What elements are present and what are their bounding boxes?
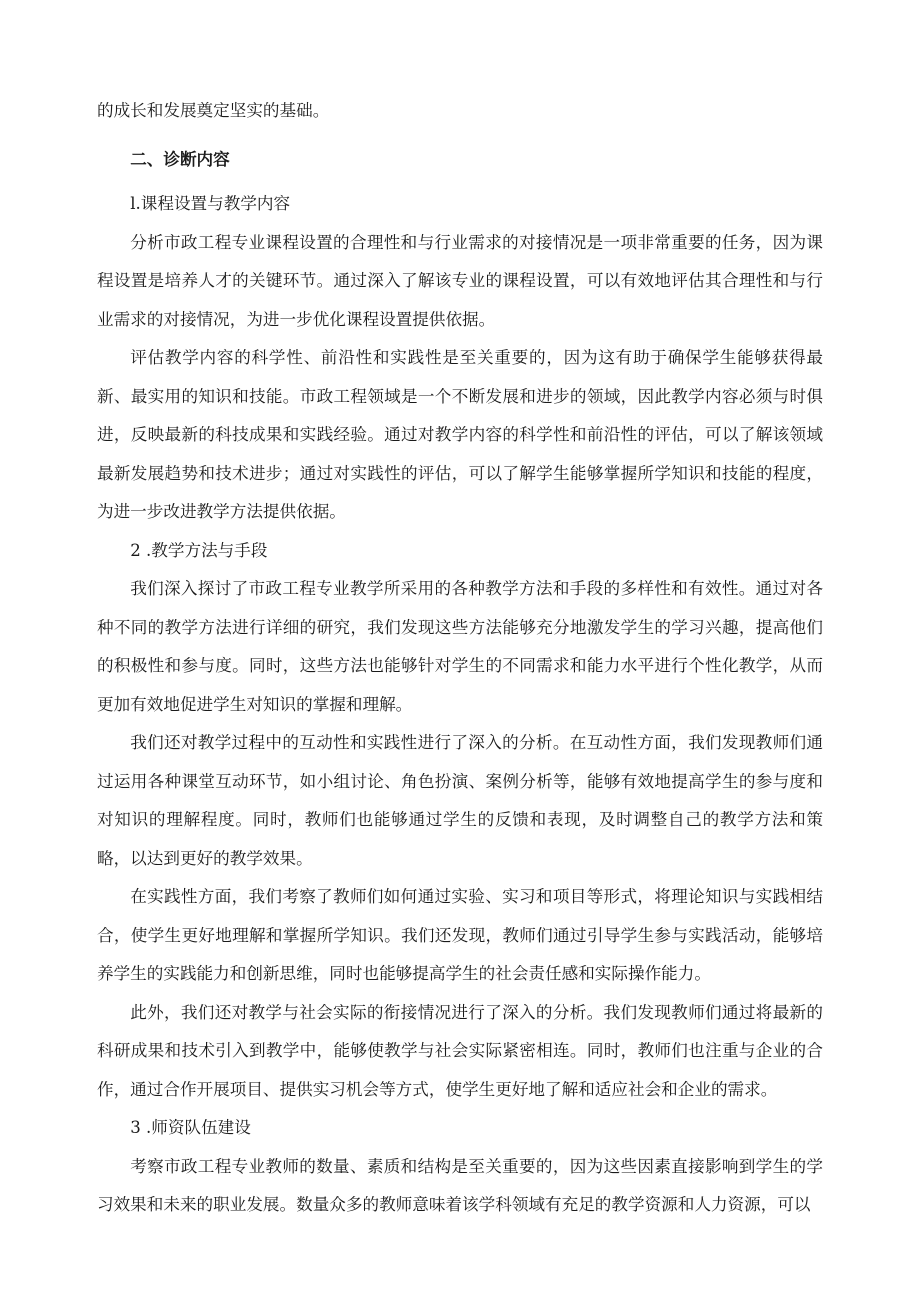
- paragraph: 分析市政工程专业课程设置的合理性和与行业需求的对接情况是一项非常重要的任务，因为课程设置是培养人才的关键环节。通过深入了解该专业的课程设置，可以有效地评估其合理性和与行业需求的对接情况，为进一步优化课程设置提供依据。: [97, 232, 823, 329]
- paragraph: 此外，我们还对教学与社会实际的衔接情况进行了深入的分析。我们发现教师们通过将最新的科研成果和技术引入到教学中，能够使教学与社会实际紧密相连。同时，教师们也注重与企业的合作，通过合作开展项目、提供实习机会等方式，使学生更好地了解和适应社会和企业的需求。: [97, 1002, 823, 1099]
- paragraph: 考察市政工程专业教师的数量、素质和结构是至关重要的，因为这些因素直接影响到学生的学习效果和未来的职业发展。数量众多的教师意味着该学科领域有充足的教学资源和人力资源，可以: [97, 1156, 823, 1214]
- intro-tail-text: 的成长和发展奠定坚实的基础。: [97, 101, 330, 120]
- document-page: [97, 92, 823, 1225]
- paragraph: 评估教学内容的科学性、前沿性和实践性是至关重要的，因为这有助于确保学生能够获得最新、最实用的知识和技能。市政工程领域是一个不断发展和进步的领域，因此教学内容必须与时俱进，反映最新的科技成果和实践经验。通过对教学内容的科学性和前沿性的评估，可以了解该领域最新发展趋势和技术进步；通过对实践性的评估，可以了解学生能够掌握所学知识和技能的程度，为进一步改进教学方法提供依据。: [97, 348, 823, 521]
- section-heading: 二、诊断内容: [130, 149, 230, 169]
- item-heading-faculty: 3 .师资队伍建设: [130, 1118, 251, 1137]
- paragraph: 在实践性方面，我们考察了教师们如何通过实验、实习和项目等形式，将理论知识与实践相结合，使学生更好地理解和掌握所学知识。我们还发现，教师们通过引导学生参与实践活动，能够培养学生的实践能力和创新思维，同时也能够提高学生的社会责任感和实际操作能力。: [97, 887, 823, 983]
- paragraph: 我们还对教学过程中的互动性和实践性进行了深入的分析。在互动性方面，我们发现教师们通过运用各种课堂互动环节，如小组讨论、角色扮演、案例分析等，能够有效地提高学生的参与度和对知识的理解程度。同时，教师们也能够通过学生的反馈和表现，及时调整自己的教学方法和策略，以达到更好的教学效果。: [97, 733, 823, 868]
- paragraph: 我们深入探讨了市政工程专业教学所采用的各种教学方法和手段的多样性和有效性。通过对各种不同的教学方法进行详细的研究，我们发现这些方法能够充分地激发学生的学习兴趣，提高他们的积极性和参与度。同时，这些方法也能够针对学生的不同需求和能力水平进行个性化教学，从而更加有效地促进学生对知识的掌握和理解。: [97, 579, 823, 714]
- item-heading-teaching-methods: 2 .教学方法与手段: [130, 540, 268, 560]
- item-heading-curriculum: l.课程设置与教学内容: [130, 194, 291, 213]
